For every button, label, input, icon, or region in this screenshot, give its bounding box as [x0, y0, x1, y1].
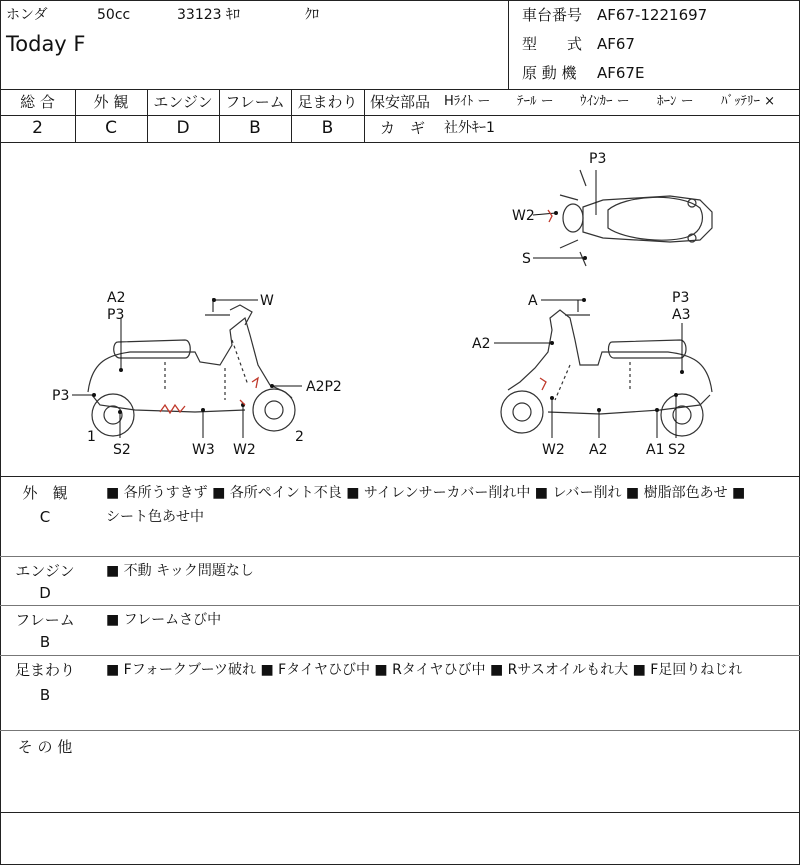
label-left-w2: W2: [233, 442, 256, 458]
model-name: Today F: [6, 32, 86, 56]
safety-taillight: ﾃｰﾙ ー: [517, 94, 554, 109]
mileage: 33123 ｷﾛ: [177, 7, 240, 23]
remark-suspension-grade: B: [39, 686, 51, 704]
displacement: 50cc: [97, 7, 131, 23]
label-top-s: S: [522, 251, 531, 267]
grade-header-overall: 総 合: [20, 93, 55, 111]
label-right-a2: A2: [472, 336, 491, 352]
label-right-a: A: [528, 293, 538, 309]
key-label: カ ギ: [380, 119, 426, 137]
remark-engine-text: ■ 不動 キック問題なし: [106, 563, 254, 579]
key-value: 社外ｷｰ1: [444, 120, 495, 136]
frame-no: AF67-1221697: [597, 6, 708, 24]
label-right-a1: A1: [646, 442, 665, 458]
scooter-top-view: [560, 170, 712, 266]
label-left-w: W: [260, 293, 274, 309]
grade-header-exterior: 外 観: [93, 93, 129, 111]
label-right-s2: S2: [668, 442, 686, 458]
engine-value: AF67E: [597, 64, 645, 82]
label-right-p3: P3: [672, 290, 690, 306]
safety-headlight: Hﾗｲﾄ ー: [444, 94, 491, 109]
label-left-p3b: P3: [52, 388, 70, 404]
label-left-a2p2: A2P2: [306, 379, 342, 395]
remark-suspension-label: 足まわり: [14, 661, 75, 679]
type-value: AF67: [597, 35, 635, 53]
label-right-a2b: A2: [589, 442, 608, 458]
engine-label: 原 動 機: [522, 64, 577, 82]
grade-header-suspension: 足まわり: [297, 93, 358, 111]
safety-winker: ｳｲﾝｶｰ ー: [580, 94, 630, 109]
remark-engine-grade: D: [39, 584, 51, 602]
remark-engine-label: エンジン: [15, 562, 75, 580]
label-right-w2: W2: [542, 442, 565, 458]
label-right-a3: A3: [672, 307, 691, 323]
remark-other-label: そ の 他: [17, 738, 73, 756]
label-left-w3: W3: [192, 442, 215, 458]
maker: ホンダ: [6, 7, 48, 23]
safety-battery: ﾊﾞｯﾃﾘｰ ×: [721, 94, 776, 109]
safety-label: 保安部品: [370, 93, 431, 111]
remark-exterior-text: ■ 各所うすきず ■ 各所ペイント不良 ■ サイレンサーカバー削れ中 ■ レバー削れ ■ 樹脂部色あせ ■: [106, 485, 746, 501]
grade-value-frame: B: [249, 118, 261, 138]
body-color: ｸﾛ: [305, 7, 319, 23]
label-left-2: 2: [295, 429, 304, 445]
type-label: 型 式: [522, 35, 583, 53]
remark-frame-grade: B: [39, 633, 51, 651]
grade-value-engine: D: [176, 118, 190, 138]
label-top-w2: W2: [512, 208, 535, 224]
remark-exterior-text2: シート色あせ中: [106, 509, 204, 525]
label-left-a2: A2: [107, 290, 126, 306]
grade-value-suspension: B: [321, 118, 334, 138]
grade-value-exterior: C: [105, 118, 117, 138]
label-left-1: 1: [87, 429, 96, 445]
label-left-p3a: P3: [107, 307, 125, 323]
grade-header-engine: エンジン: [153, 93, 213, 111]
safety-horn: ﾎｰﾝ ー: [657, 94, 694, 109]
remark-frame-label: フレーム: [15, 611, 75, 629]
grade-header-frame: フレーム: [225, 93, 285, 111]
remark-exterior-label: 外 観: [22, 484, 68, 502]
remark-exterior-grade: C: [39, 508, 51, 526]
label-left-s2: S2: [113, 442, 131, 458]
grade-value-overall: 2: [32, 118, 43, 138]
label-top-p3: P3: [589, 151, 607, 167]
frame-no-label: 車台番号: [522, 6, 583, 24]
remark-frame-text: ■ フレームさび中: [106, 612, 222, 628]
remark-suspension-text: ■ Fフォークブーツ破れ ■ Fタイヤひび中 ■ Rタイヤひび中 ■ Rサスオイルもれ大 ■ F足回りねじれ: [106, 662, 743, 678]
